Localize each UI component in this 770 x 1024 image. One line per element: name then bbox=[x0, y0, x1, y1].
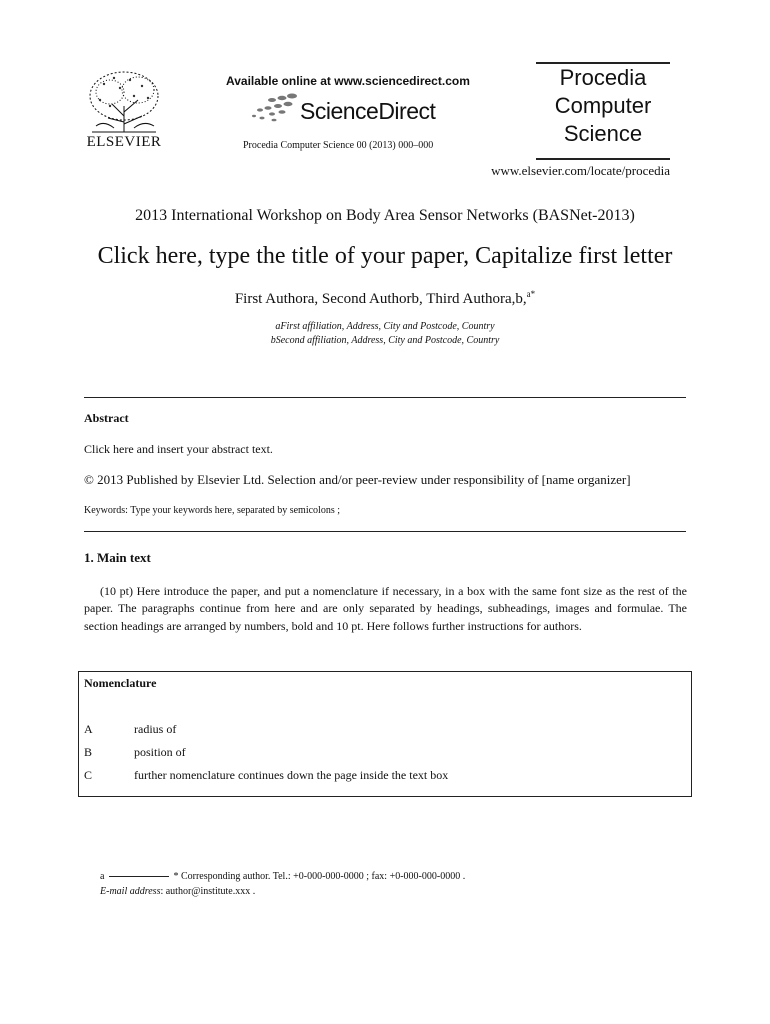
available-online-text: Available online at www.sciencedirect.com bbox=[226, 74, 470, 88]
procedia-line-3: Science bbox=[563, 121, 643, 146]
sciencedirect-dots-icon bbox=[248, 92, 300, 124]
footnote-rule bbox=[109, 876, 169, 877]
procedia-line-2: Computer bbox=[554, 93, 652, 118]
corresponding-author-footnote bbox=[100, 871, 465, 882]
affiliation-a: aFirst affiliation, Address, City and Postcode, Country bbox=[275, 321, 495, 332]
section-heading: 1. Main text bbox=[84, 550, 151, 565]
affiliation-b: bSecond affiliation, Address, City and Postcode, Country bbox=[270, 335, 500, 346]
workshop-name: 2013 International Workshop on Body Area Sensor Networks (BASNet-2013) bbox=[135, 207, 635, 224]
nomenclature-symbol: B bbox=[84, 745, 93, 759]
nomenclature-description: radius of bbox=[134, 722, 177, 736]
abstract-heading: Abstract bbox=[84, 411, 129, 425]
footnote-marker: a bbox=[100, 871, 105, 882]
corresponding-author-text: * Corresponding author. Tel.: +0-000-000-0000 ; fax: +0-000-000-0000 . bbox=[173, 871, 466, 882]
copyright-notice: © 2013 Published by Elsevier Ltd. Selection and/or peer-review under responsibility of [name organizer] bbox=[84, 472, 631, 487]
authors-text: First Authora, Second Authorb, Third Authora,b, bbox=[234, 291, 527, 307]
journal-citation: Procedia Computer Science 00 (2013) 000–000 bbox=[243, 140, 434, 151]
sciencedirect-logo-text: ScienceDirect bbox=[300, 98, 436, 124]
nomenclature-description: further nomenclature continues down the page inside the text box bbox=[134, 768, 449, 782]
paper-title: Click here, type the title of your paper, Capitalize first letter bbox=[97, 243, 673, 269]
email-address[interactable]: : author@institute.xxx . bbox=[160, 886, 256, 897]
abstract-bottom-rule bbox=[84, 531, 686, 532]
nomenclature-description: position of bbox=[134, 745, 186, 759]
email-label: E-mail address bbox=[100, 886, 161, 897]
nomenclature-symbol: C bbox=[84, 768, 93, 782]
keywords: Keywords: Type your keywords here, separated by semicolons ; bbox=[84, 505, 340, 516]
email-footnote bbox=[100, 886, 255, 897]
nomenclature-title: Nomenclature bbox=[84, 676, 157, 690]
abstract-text: Click here and insert your abstract text. bbox=[84, 442, 273, 456]
author-list bbox=[0, 289, 770, 308]
nomenclature-symbol: A bbox=[84, 722, 93, 736]
journal-url[interactable]: www.elsevier.com/locate/procedia bbox=[491, 163, 670, 178]
main-text-paragraph: (10 pt) Here introduce the paper, and put a nomenclature if necessary, in a box with the same font size as the rest of the paper. The paragraphs continue from here and are only separated by headings, subheadings, images and formulae. The section headings are arranged by numbers, bold and 10 pt. Here follows further instructions for authors. bbox=[84, 584, 687, 633]
procedia-line-1: Procedia bbox=[559, 65, 647, 90]
publisher-name: ELSEVIER bbox=[86, 134, 162, 150]
procedia-journal-logo bbox=[536, 62, 670, 160]
abstract-top-rule bbox=[84, 397, 686, 398]
authors-superscript: a* bbox=[526, 289, 536, 299]
